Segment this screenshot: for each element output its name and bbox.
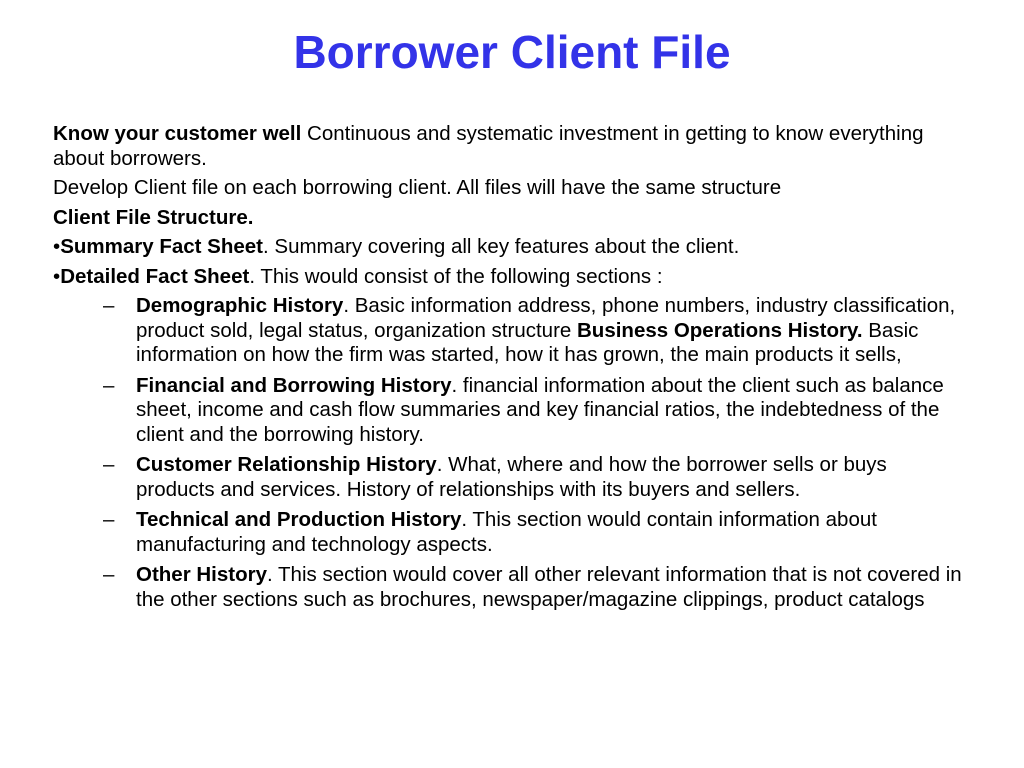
- section-text: . Basic information address, phone numbers, industry classification, product sold, legal status, organization structure: [136, 294, 956, 342]
- section-list: [53, 294, 963, 612]
- section-text: . What, where and how the borrower sells or buys products and services. History of relationships with its buyers and sellers.: [136, 453, 887, 501]
- section-bold: Customer Relationship History: [136, 453, 437, 476]
- dash-marker: –: [103, 453, 115, 476]
- section-financial-borrowing-history: [103, 373, 963, 448]
- section-bold: Other History: [136, 563, 267, 586]
- intro-lead-bold: Know your customer well: [53, 122, 302, 145]
- bullet-bold: Summary Fact Sheet: [60, 235, 263, 258]
- dash-marker: –: [103, 373, 115, 397]
- section-text-2: Basic information on how the firm was started, how it has grown, the main products it sells,: [136, 318, 919, 366]
- section-demographic-history: [103, 294, 963, 368]
- bullet-text: . This would consist of the following sections :: [249, 264, 663, 288]
- bullet-marker: •: [53, 264, 61, 288]
- section-customer-relationship-history: [103, 453, 963, 502]
- section-other-history: [103, 563, 963, 612]
- dash-marker: –: [103, 508, 115, 531]
- section-bold-2: Business Operations History.: [577, 318, 863, 342]
- bullet-text: . Summary covering all key features about the client.: [263, 235, 740, 258]
- section-text: . This section would cover all other relevant information that is not covered in the other sections such as brochures, newspaper/magazine clippings, product catalogs: [136, 563, 962, 611]
- slide-title: Borrower Client File: [293, 26, 731, 78]
- develop-paragraph: Develop Client file on each borrowing client. All files will have the same structure: [53, 176, 782, 199]
- section-bold: Financial and Borrowing History: [136, 373, 452, 397]
- bullet-bold: Detailed Fact Sheet: [60, 264, 250, 288]
- bullet-detailed-fact-sheet: [53, 265, 963, 290]
- bullet-summary-fact-sheet: [53, 235, 963, 260]
- section-bold: Technical and Production History: [136, 508, 462, 531]
- structure-heading: Client File Structure.: [53, 205, 254, 229]
- bullet-marker: •: [53, 235, 61, 258]
- section-text: . financial information about the client such as balance sheet, income and cash flow summaries and key financial ratios, the indebtedness of the client and the borrowing history.: [136, 373, 944, 446]
- intro-lead-text: Continuous and systematic investment in getting to know everything about borrowers.: [53, 122, 924, 170]
- section-text: . This section would contain information about manufacturing and technology aspects.: [136, 508, 877, 556]
- dash-marker: –: [103, 563, 115, 586]
- section-bold: Demographic History: [136, 294, 344, 317]
- dash-marker: –: [103, 294, 115, 317]
- section-technical-production-history: [103, 508, 963, 557]
- slide-body: [53, 122, 963, 618]
- intro-paragraph: [53, 122, 963, 171]
